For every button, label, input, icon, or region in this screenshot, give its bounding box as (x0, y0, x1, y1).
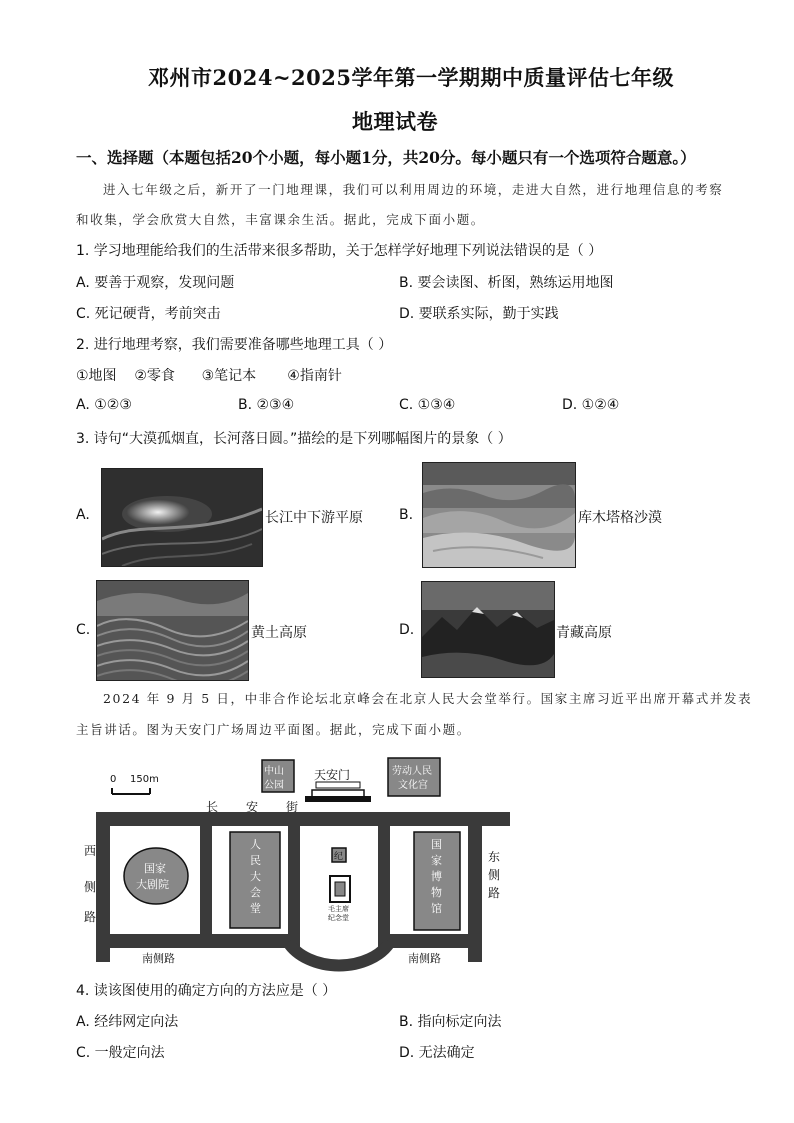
national-museum-label-1: 国 (431, 838, 442, 851)
question-1-option-a[interactable]: A. 要善于观察，发现问题 (76, 275, 235, 291)
west-side-road-label-1: 西 (84, 844, 97, 858)
question-3-option-a-letter[interactable]: A. (76, 507, 90, 523)
national-theatre-label-2: 大剧院 (136, 878, 169, 891)
question-2-items: ①地图 ②零食 ③笔记本 ④指南针 (76, 368, 342, 384)
national-museum-label-2: 家 (431, 854, 442, 867)
question-4-option-d[interactable]: D. 无法确定 (399, 1045, 475, 1061)
question-3-option-d-caption: 青藏高原 (556, 625, 612, 641)
changan-street-label-2: 安 (246, 800, 259, 814)
passage2-line1: 2024 年 9 月 5 日，中非合作论坛北京峰会在北京人民大会堂举行。国家主席习近平出席开幕式并发表 (103, 691, 753, 706)
question-4-option-c[interactable]: C. 一般定向法 (76, 1045, 165, 1061)
memorial-hall-label-1: 毛主席 (328, 905, 349, 913)
changan-street-label-3: 街 (286, 800, 299, 814)
desert-dunes-photo[interactable] (422, 462, 576, 568)
east-side-road-label-3: 路 (488, 886, 501, 900)
question-2-option-d[interactable]: D. ①②④ (562, 397, 620, 413)
question-3-option-c-letter[interactable]: C. (76, 622, 91, 638)
zhongshan-park-label-2: 公园 (264, 780, 284, 791)
question-1-option-c[interactable]: C. 死记硬背，考前突击 (76, 306, 221, 322)
tiananmen-label: 天安门 (314, 768, 351, 782)
national-museum-label-4: 物 (431, 886, 442, 899)
east-side-road-label-2: 侧 (488, 868, 501, 882)
national-museum-label-5: 馆 (431, 902, 442, 915)
great-hall-label-4: 会 (250, 886, 261, 899)
question-1-option-d[interactable]: D. 要联系实际，勤于实践 (399, 306, 559, 322)
question-4-option-a[interactable]: A. 经纬网定向法 (76, 1014, 179, 1030)
scale-length-label: 150m (130, 774, 159, 785)
workers-cultural-palace-label-2: 文化宫 (398, 780, 428, 791)
east-side-road-label-1: 东 (488, 850, 501, 864)
page-subtitle: 地理试卷 (352, 109, 438, 134)
south-side-road-west-label: 南侧路 (142, 952, 175, 965)
question-3-option-a-caption: 长江中下游平原 (265, 510, 363, 526)
memorial-hall-label-2: 纪念堂 (328, 914, 349, 922)
great-hall-label-1: 人 (250, 838, 261, 851)
question-4-stem: 4. 读该图使用的确定方向的方法应是（ ） (76, 983, 337, 999)
national-museum-label-3: 博 (431, 870, 442, 883)
loess-plateau-photo[interactable] (96, 580, 249, 681)
question-2-stem: 2. 进行地理考察，我们需要准备哪些地理工具（ ） (76, 337, 393, 353)
question-3-option-d-letter[interactable]: D. (399, 622, 415, 638)
question-3-option-c-caption: 黄土高原 (251, 625, 307, 641)
question-4-option-b[interactable]: B. 指向标定向法 (399, 1014, 502, 1030)
changan-street-label-1: 长 (206, 800, 219, 814)
plain-river-photo[interactable] (101, 468, 263, 567)
passage2-line2: 主旨讲话。图为天安门广场周边平面图。据此，完成下面小题。 (76, 722, 471, 737)
tiananmen-square-map (84, 752, 518, 980)
south-side-road-east-label: 南侧路 (408, 952, 441, 965)
qinghai-tibet-plateau-photo[interactable] (421, 581, 555, 678)
question-2-option-a[interactable]: A. ①②③ (76, 397, 132, 413)
intro-paragraph-line2: 和收集，学会欣赏大自然，丰富课余生活。据此，完成下面小题。 (76, 212, 485, 227)
intro-paragraph-line1: 进入七年级之后，新开了一门地理课，我们可以利用周边的环境，走进大自然，进行地理信息的考察 (103, 182, 724, 197)
scale-zero-label: 0 (110, 774, 117, 785)
zhongshan-park-label-1: 中山 (264, 766, 284, 777)
question-2-option-c[interactable]: C. ①③④ (399, 397, 456, 413)
question-1-option-b[interactable]: B. 要会读图、析图，熟练运用地图 (399, 275, 614, 291)
great-hall-label-2: 民 (250, 854, 261, 867)
great-hall-label-3: 大 (250, 870, 261, 883)
question-1-stem: 1. 学习地理能给我们的生活带来很多帮助，关于怎样学好地理下列说法错误的是（ ） (76, 243, 603, 259)
question-3-option-b-caption: 库木塔格沙漠 (578, 510, 662, 526)
great-hall-label-5: 堂 (250, 902, 261, 915)
question-3-option-b-letter[interactable]: B. (399, 507, 414, 523)
west-side-road-label-2: 侧 (84, 880, 97, 894)
workers-cultural-palace-label-1: 劳动人民 (392, 766, 432, 777)
national-theatre-label-1: 国家 (144, 862, 166, 875)
section-heading: 一、选择题（本题包括20个小题，每小题1分，共20分。每小题只有一个选项符合题意。） (76, 148, 696, 167)
page-title: 邓州市2024~2025学年第一学期期中质量评估七年级 (148, 65, 674, 90)
monument-label: 纪 (334, 852, 344, 862)
question-2-option-b[interactable]: B. ②③④ (238, 397, 295, 413)
question-3-stem: 3. 诗句“大漠孤烟直，长河落日圆。”描绘的是下列哪幅图片的景象（ ） (76, 431, 512, 447)
west-side-road-label-3: 路 (84, 910, 97, 924)
